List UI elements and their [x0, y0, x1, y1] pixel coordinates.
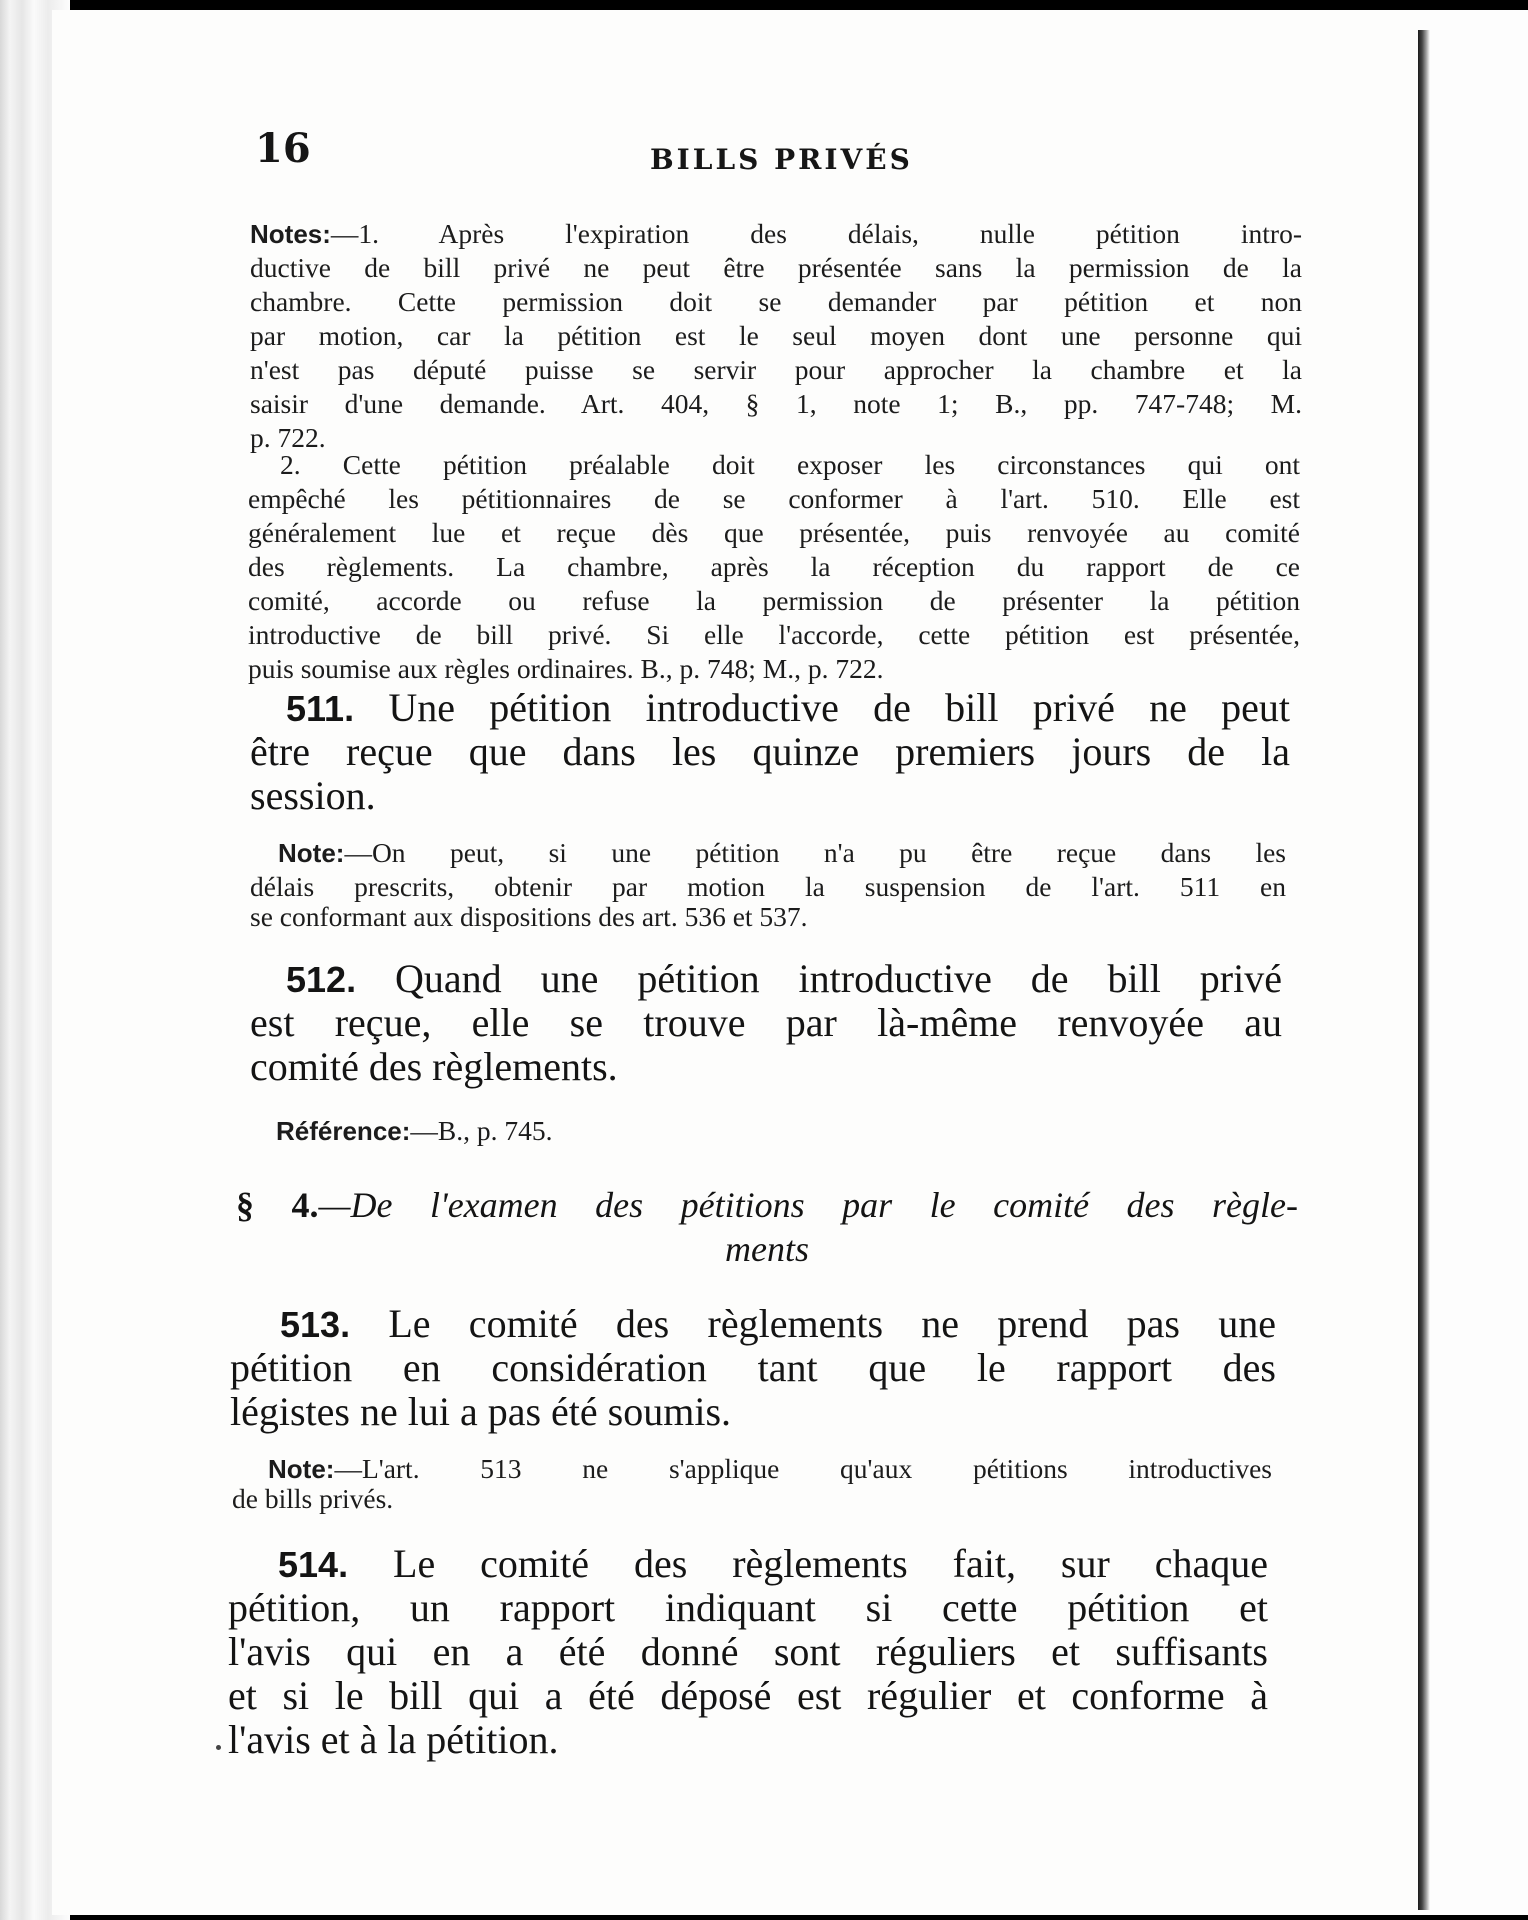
article-line [230, 1302, 1276, 1346]
article-line: comité des règlements. [250, 1044, 618, 1089]
reference-label: Référence: [276, 1116, 411, 1146]
article-line-text: Quand une pétition introductive de bill privé [356, 956, 1282, 1001]
article-line: l'avis qui en a été donné sont réguliers et suffisants [228, 1629, 1268, 1674]
article-number: 511. [286, 688, 355, 729]
notes-line: des règlements. La chambre, après la réception du rapport de ce [248, 551, 1300, 582]
note-line-text: —On peut, si une pétition n'a pu être reçue dans les [344, 837, 1286, 868]
article-511 [250, 686, 1290, 818]
article-line-text: Une pétition introductive de bill privé ne peut [354, 685, 1290, 730]
notes-line: p. 722. [250, 422, 326, 453]
notes-line: 2. Cette pétition préalable doit exposer les circonstances qui ont [280, 449, 1300, 480]
article-line: est reçue, elle se trouve par là-même renvoyée au [250, 1000, 1282, 1045]
article-514 [228, 1542, 1268, 1762]
article-line: l'avis et à la pétition. [228, 1717, 559, 1762]
notes-line: n'est pas député puisse se servir pour approcher la chambre et la [250, 354, 1302, 385]
note-line-text: —L'art. 513 ne s'applique qu'aux pétitions introductives [334, 1453, 1272, 1484]
note-line: délais prescrits, obtenir par motion la suspension de l'art. 511 en [250, 871, 1286, 902]
binding-shadow [1418, 30, 1430, 1910]
note-513 [232, 1452, 1272, 1516]
article-line-text: Le comité des règlements fait, sur chaque [348, 1541, 1268, 1586]
section-title-line2: ments [725, 1229, 809, 1269]
article-line [250, 686, 1290, 730]
note-line [232, 1452, 1272, 1482]
notes-line: chambre. Cette permission doit se demander par pétition et non [250, 286, 1302, 317]
section-title-line1: —De l'examen des pétitions par le comité des règle- [318, 1185, 1298, 1225]
notes-line: empêché les pétitionnaires de se conformer à l'art. 510. Elle est [248, 483, 1300, 514]
note-label: Note: [278, 838, 345, 868]
ink-speck [216, 1745, 221, 1750]
reference-text: —B., p. 745. [410, 1115, 553, 1146]
notes-block-1 [250, 217, 1302, 453]
article-line: pétition, un rapport indiquant si cette pétition et [228, 1585, 1268, 1630]
article-line-text: Le comité des règlements ne prend pas une [350, 1301, 1276, 1346]
section-heading-line [236, 1183, 1298, 1227]
article-513 [230, 1302, 1276, 1434]
notes-line: par motion, car la pétition est le seul moyen dont une personne qui [250, 320, 1302, 351]
article-line: être reçue que dans les quinze premiers jours de la [250, 729, 1290, 774]
notes-line: introductive de bill privé. Si elle l'accorde, cette pétition est présentée, [248, 619, 1300, 650]
notes-block-2 [248, 448, 1300, 686]
notes-line: puis soumise aux règles ordinaires. B., p. 748; M., p. 722. [248, 653, 884, 684]
running-head: BILLS PRIVÉS [650, 143, 913, 176]
note-line [250, 836, 1286, 870]
article-line [228, 1542, 1268, 1586]
reference-512 [276, 1114, 976, 1148]
article-number: 512. [286, 959, 357, 1000]
page-number: 16 [255, 125, 311, 172]
notes-label: Notes: [250, 219, 331, 249]
notes-line [250, 217, 1302, 251]
note-line: de bills privés. [232, 1483, 394, 1514]
note-511 [250, 836, 1286, 934]
section-heading [236, 1183, 1298, 1271]
article-line: et si le bill qui a été déposé est régulier et conforme à [228, 1673, 1268, 1718]
section-mark: § 4. [236, 1185, 319, 1225]
note-line: se conformant aux dispositions des art. 536 et 537. [250, 901, 808, 932]
reference-line [276, 1114, 976, 1148]
article-512 [250, 957, 1282, 1089]
article-line: session. [250, 773, 376, 818]
article-number: 513. [280, 1304, 351, 1345]
notes-line-text: —1. Après l'expiration des délais, nulle pétition intro- [330, 218, 1302, 249]
article-line: légistes ne lui a pas été soumis. [230, 1389, 732, 1434]
article-line: pétition en considération tant que le rapport des [230, 1345, 1276, 1390]
note-label: Note: [268, 1454, 335, 1484]
notes-line: ductive de bill privé ne peut être présentée sans la permission de la [250, 252, 1302, 283]
notes-line: comité, accorde ou refuse la permission de présenter la pétition [248, 585, 1300, 616]
notes-line: saisir d'une demande. Art. 404, § 1, note 1; B., pp. 747-748; M. [250, 388, 1302, 419]
notes-line: généralement lue et reçue dès que présentée, puis renvoyée au comité [248, 517, 1300, 548]
article-line [250, 957, 1282, 1001]
gutter-area [1420, 10, 1528, 1915]
article-number: 514. [278, 1544, 349, 1585]
